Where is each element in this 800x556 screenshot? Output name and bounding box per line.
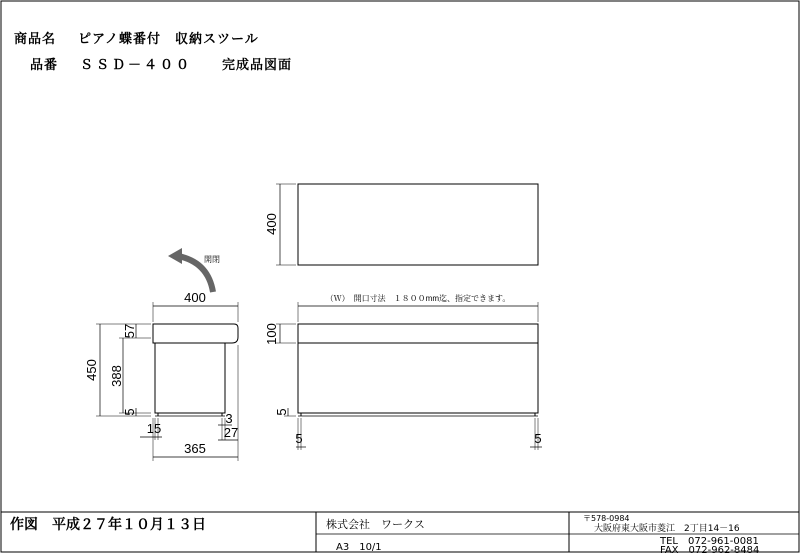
postal-code: 〒578-0984 <box>583 514 630 523</box>
dim-front-height: 400 <box>264 213 279 235</box>
dim-side-width: 400 <box>184 290 206 305</box>
open-arrow-head <box>168 248 182 264</box>
product-name: ピアノ蝶番付 収納スツール <box>78 32 259 47</box>
width-note: （Ｗ） 開口寸法 １８００mm迄、指定できます。 <box>325 294 511 303</box>
side-body <box>155 343 225 413</box>
dim-depth-base: 365 <box>184 441 206 456</box>
sheet-border <box>1 1 799 552</box>
dim-right-leg: 5 <box>534 431 542 446</box>
front-lid <box>298 324 538 343</box>
drawing-type: 完成品図面 <box>222 58 293 73</box>
dim-leg-height: 5 <box>122 408 137 416</box>
side-lid <box>153 324 238 343</box>
scale: A3 10/1 <box>336 542 382 553</box>
author-label: 作図 <box>10 517 38 533</box>
tel: TEL 072-961-0081 <box>660 536 759 547</box>
company-name: 株式会社 ワークス <box>326 518 425 531</box>
open-label: 開閉 <box>204 255 220 264</box>
address: 大阪府東大阪市菱江 2丁目14－16 <box>594 524 740 534</box>
dim-overall-height: 450 <box>84 359 99 381</box>
dim-left-leg: 5 <box>295 431 303 446</box>
dim-front-leg: 5 <box>274 408 289 416</box>
product-label: 商品名 <box>14 32 57 47</box>
fax: FAX 072-962-8484 <box>660 545 760 556</box>
part-label: 品番 <box>30 58 59 73</box>
dim-back-offset: 27 <box>223 425 239 440</box>
dim-leg-gap: 3 <box>225 411 233 426</box>
part-number: ＳＳＤ－４００ <box>80 58 193 73</box>
front-top-panel <box>298 184 538 265</box>
dim-leg-offset: 15 <box>146 421 162 436</box>
dim-lid-thickness: 57 <box>122 323 137 339</box>
front-body <box>298 343 538 413</box>
dim-lid-height: 100 <box>264 323 279 345</box>
drawing-date: 平成２７年１０月１３日 <box>52 517 206 533</box>
dim-body-height: 388 <box>109 365 124 387</box>
